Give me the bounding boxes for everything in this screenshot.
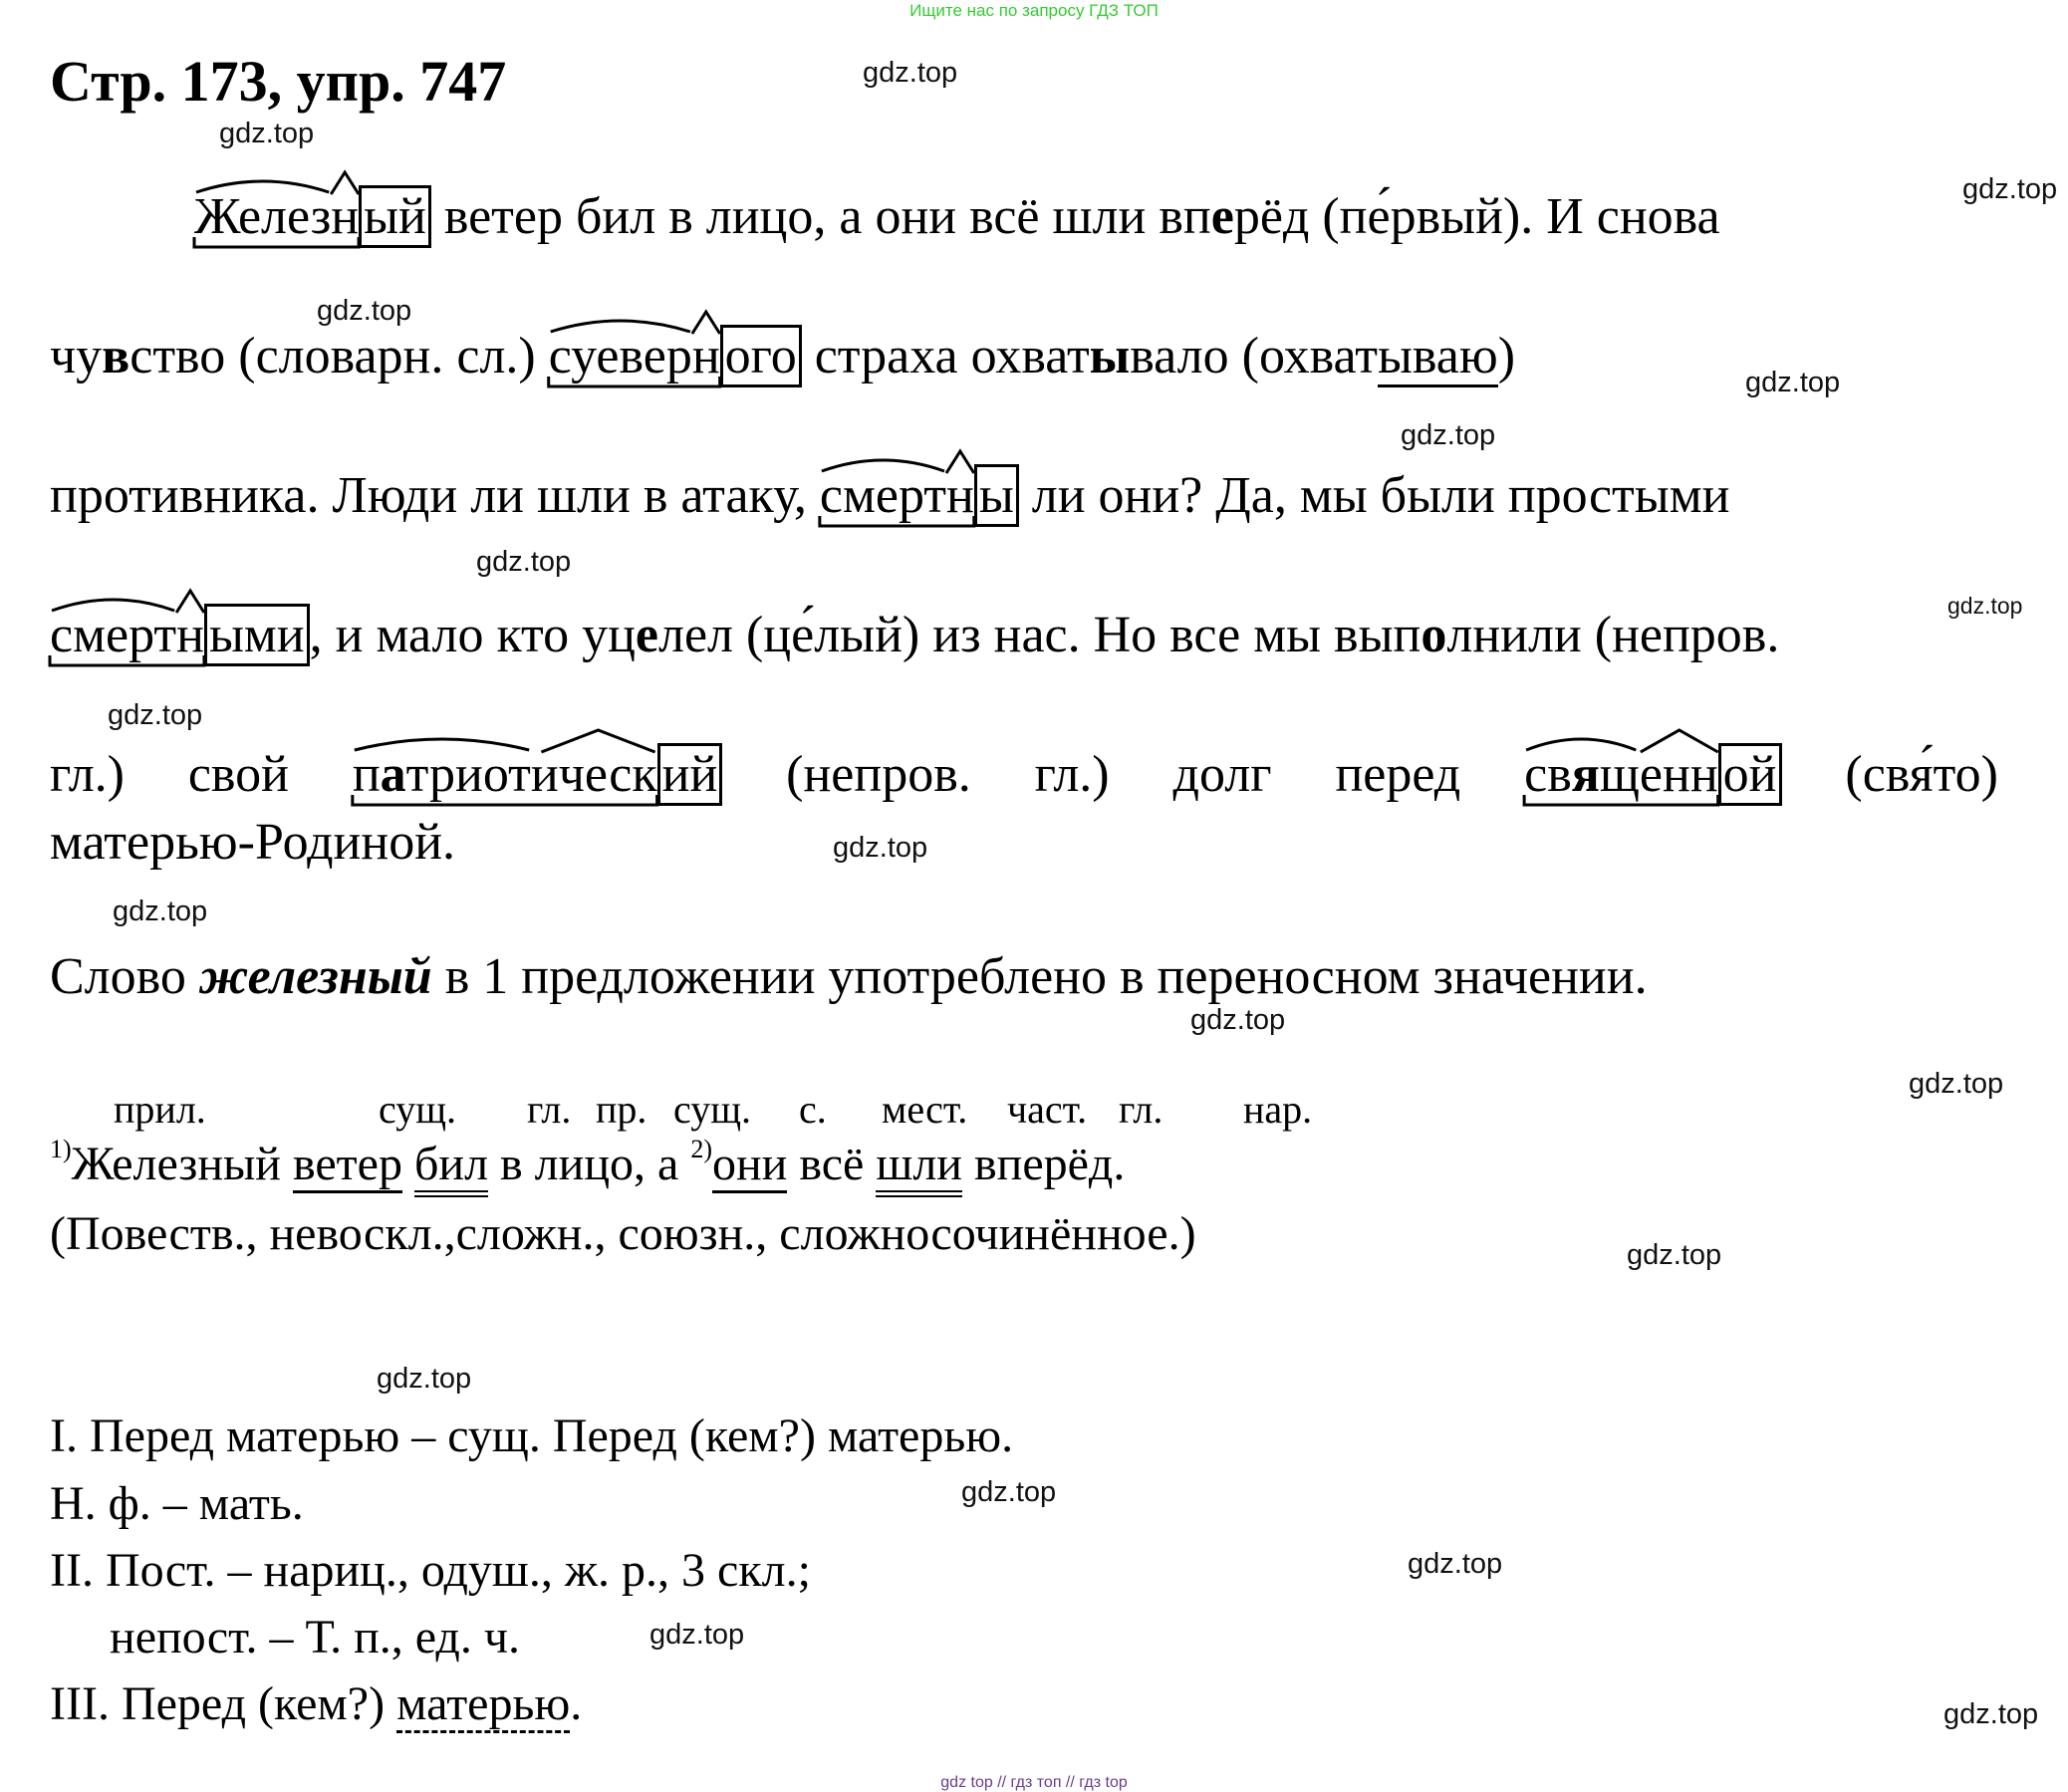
word-root-part: смерт (50, 607, 177, 663)
highlighted-letter: о (1421, 607, 1447, 663)
watermark: gdz.top (219, 118, 315, 149)
pos-tag: част. (1007, 1087, 1088, 1132)
watermark: gdz.top (1962, 173, 2058, 205)
parsed-sentence (50, 1135, 1126, 1190)
word-ending: ой (1718, 743, 1782, 806)
word-part: триотическ (405, 746, 657, 803)
word-suffix-letter: н (945, 467, 974, 524)
adverbial-word: матерью (396, 1677, 570, 1733)
text-word: перед (1335, 746, 1461, 803)
pos-tag: с. (799, 1087, 827, 1132)
text-word: (свя́то) (1845, 746, 1998, 803)
watermark: gdz.top (1627, 1239, 1722, 1271)
subject-word: они (712, 1138, 787, 1193)
search-banner: Ищите нас по запросу ГДЗ ТОП (909, 1, 1159, 20)
word-ending: ый (359, 185, 431, 248)
text-run: Слово (50, 948, 199, 1005)
part-of-speech-tags (0, 1086, 2068, 1136)
word-ending: ыми (204, 604, 310, 666)
word-ending: ого (720, 325, 802, 387)
text-line-6: матерью-Родиной. (50, 814, 456, 871)
page-title: Стр. 173, упр. 747 (50, 49, 507, 114)
text-run: чу (50, 328, 103, 384)
word-suffix-letter: н (1689, 746, 1718, 803)
pos-tag: мест. (882, 1087, 968, 1132)
text-run: ство (словарн. сл.) (129, 328, 549, 384)
highlighted-word: железный (198, 948, 432, 1005)
text-run: ) (1497, 328, 1516, 384)
watermark: gdz.top (476, 546, 572, 578)
pos-tag: сущ. (673, 1087, 752, 1132)
text-run: всё (787, 1138, 877, 1190)
text-line-1 (194, 188, 1720, 245)
pos-tag: сущ. (379, 1087, 457, 1132)
pos-tag: прил. (114, 1087, 206, 1132)
text-run: в 1 предложении употреблено в переносном значении. (431, 948, 1648, 1005)
morph-step-1: I. Перед матерью – сущ. Перед (кем?) матерью. (50, 1409, 1014, 1462)
text-word: гл.) (50, 746, 125, 803)
watermark: gdz.top (113, 896, 208, 927)
text-word: долг (1172, 746, 1272, 803)
word-part: п (352, 746, 381, 803)
text-run: противника. Люди ли шли в атаку, (50, 467, 820, 524)
watermark: gdz.top (1190, 1004, 1286, 1036)
word-suffix-letter: н (691, 328, 720, 384)
footer-links: gdz top // гдз топ // гдз top (940, 1774, 1128, 1791)
text-line-5 (50, 746, 1998, 803)
watermark: gdz.top (1947, 593, 2023, 619)
text-run: вперёд. (961, 1138, 1126, 1190)
text-run (402, 1138, 414, 1190)
word-patrioticheskiy (352, 746, 722, 803)
watermark: gdz.top (833, 832, 928, 864)
highlighted-letter: а (380, 746, 406, 803)
highlighted-letter: е (635, 607, 659, 663)
watermark: gdz.top (1408, 1548, 1503, 1580)
word-suffix-letter: н (176, 607, 204, 663)
pos-tag: гл. (527, 1087, 572, 1132)
text-run: рёд (пе́рвый). И снова (1233, 188, 1720, 245)
word-svyashchennoy (1524, 746, 1781, 803)
word-part: св (1524, 746, 1572, 803)
text-line-3 (50, 467, 1730, 524)
text-run: , и мало кто уц (309, 607, 636, 663)
word-suffix-letter: н (331, 188, 360, 245)
morph-initial-form: Н. ф. – мать. (50, 1477, 304, 1530)
watermark: gdz.top (1909, 1068, 2004, 1100)
text-run: в лицо, а (488, 1138, 691, 1190)
morph-step-3 (50, 1677, 583, 1730)
text-run: лнили (непров. (1446, 607, 1780, 663)
text-word: гл.) (1034, 746, 1110, 803)
predicate-word: бил (414, 1138, 488, 1197)
predicate-word: шли (876, 1138, 962, 1197)
text-run: Железный (71, 1138, 293, 1190)
watermark: gdz.top (863, 57, 958, 89)
clause-number: 2) (690, 1135, 712, 1163)
text-run: лел (це́лый) из нас. Но все мы вып (658, 607, 1422, 663)
word-root-part: смерт (819, 467, 946, 524)
highlighted-letter: я (1571, 746, 1600, 803)
watermark: gdz.top (108, 699, 203, 731)
meaning-sentence (50, 948, 1648, 1005)
text-run: III. Перед (кем?) (50, 1677, 397, 1730)
text-word: свой (187, 746, 289, 803)
highlighted-letter: ы (1089, 328, 1131, 384)
pos-tag: пр. (596, 1087, 647, 1132)
text-run: вало (охват (1130, 328, 1378, 384)
word-ending: ий (657, 743, 723, 806)
text-run: . (570, 1677, 583, 1730)
watermark: gdz.top (649, 1619, 745, 1651)
pos-tag: гл. (1119, 1087, 1163, 1132)
watermark: gdz.top (1401, 419, 1496, 451)
watermark: gdz.top (317, 295, 412, 327)
text-line-2 (50, 328, 1516, 384)
text-word: (непров. (786, 746, 971, 803)
word-root-part: суевер (548, 328, 692, 384)
watermark: gdz.top (377, 1363, 472, 1395)
highlighted-letter: в (102, 328, 130, 384)
watermark: gdz.top (1943, 1698, 2039, 1730)
word-root-part: Желез (194, 188, 332, 245)
stressed-letter: е (1210, 188, 1234, 245)
morph-step-2-cont: непост. – Т. п., ед. ч. (110, 1611, 520, 1664)
watermark: gdz.top (1745, 367, 1841, 398)
text-line-4 (50, 607, 1780, 663)
watermark: gdz.top (961, 1476, 1057, 1508)
clause-number: 1) (50, 1135, 72, 1163)
word-ending: ы (974, 464, 1019, 527)
text-run: ли они? Да, мы были простыми (1018, 467, 1730, 524)
pos-tag: нар. (1243, 1087, 1313, 1132)
underlined-suffix: ываю (1378, 328, 1498, 387)
word-part: щен (1599, 746, 1690, 803)
subject-word: ветер (293, 1138, 402, 1193)
text-run: ветер бил в лицо, а они всё шли вп (430, 188, 1211, 245)
morph-step-2: II. Пост. – нариц., одуш., ж. р., 3 скл.; (50, 1544, 811, 1597)
text-run: страха охват (801, 328, 1090, 384)
sentence-description: (Повеств., невоскл.,сложн., союзн., сложносочинённое.) (50, 1207, 1196, 1260)
